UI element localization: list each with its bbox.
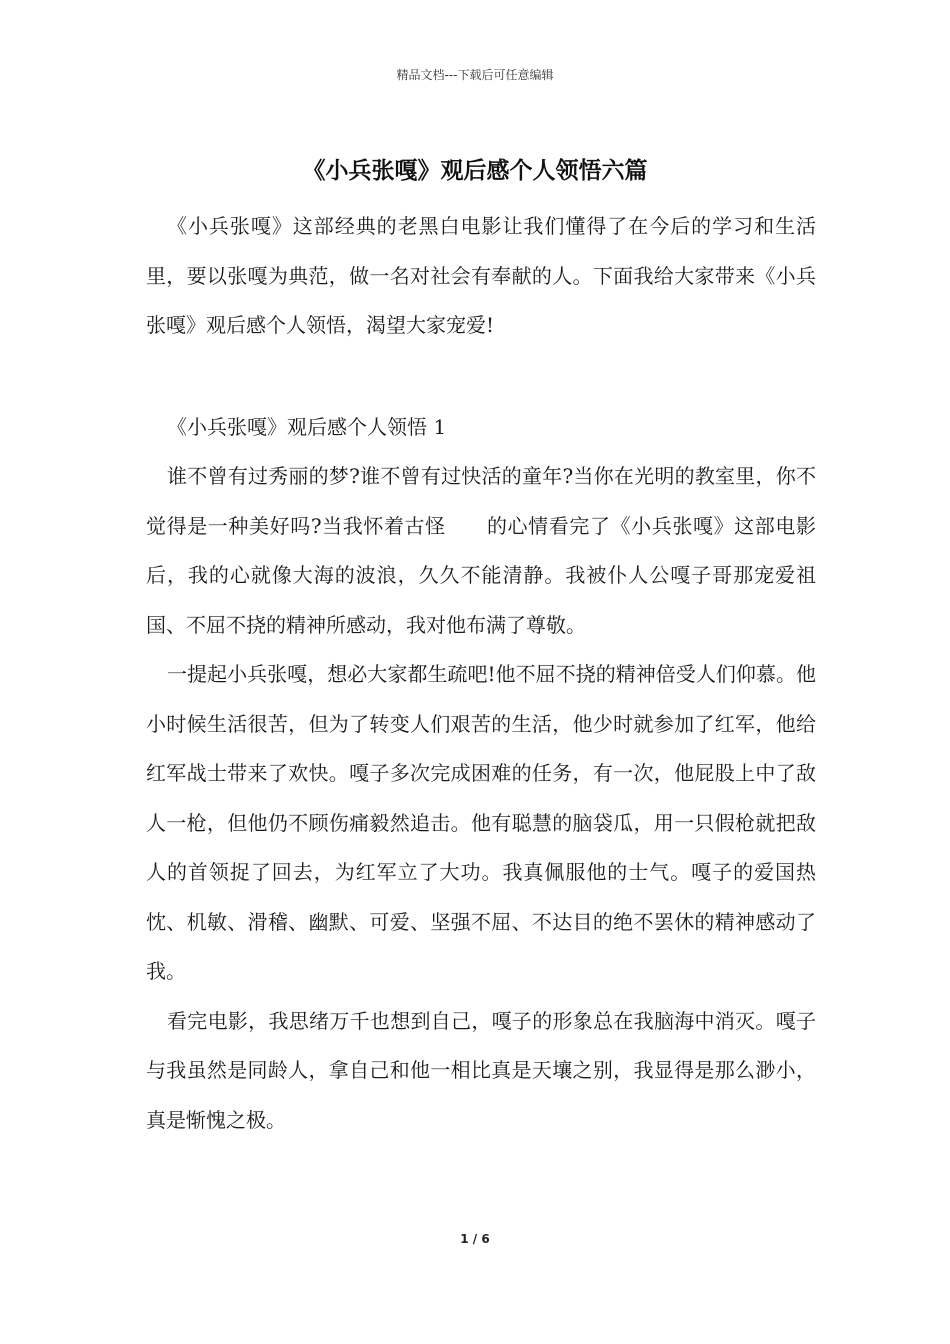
intro-paragraph: 《小兵张嘎》这部经典的老黑白电影让我们懂得了在今后的学习和生活里，要以张嘎为典范，做一名对社会有奉献的人。下面我给大家带来《小兵张嘎》观后感个人领悟，渴望大家宠爱! [146,214,816,337]
body-paragraph: 看完电影，我思绪万千也想到自己，嘎子的形象总在我脑海中消灭。嘎子与我虽然是同龄人，拿自己和他一相比真是天壤之别，我显得是那么渺小，真是惭愧之极。 [146,1008,816,1132]
section-heading: 《小兵张嘎》观后感个人领悟 1 [167,414,447,439]
document-title: 《小兵张嘎》观后感个人领悟六篇 [302,158,648,184]
document-body [146,202,816,1145]
paragraph-spacer [146,351,816,403]
body-paragraph: 谁不曾有过秀丽的梦?谁不曾有过快活的童年?当你在光明的教室里，你不觉得是一种美好吗?当我怀着古怪 的心情看完了《小兵张嘎》这部电影后，我的心就像大海的波浪，久久不能清静。我被仆人公嘎子哥那宠爱祖国、不屈不挠的精神所感动，我对他布满了尊敬。 [146,464,816,637]
body-paragraph: 一提起小兵张嘎，想必大家都生疏吧!他不屈不挠的精神倍受人们仰慕。他小时候生活很苦，但为了转变人们艰苦的生活，他少时就参加了红军，他给红军战士带来了欢快。嘎子多次完成困难的任务，有一次，他屁股上中了敌人一枪，但他仍不顾伤痛毅然追击。他有聪慧的脑袋瓜，用一只假枪就把敌人的首领捉了回去，为红军立了大功。我真佩服他的士气。嘎子的爱国热忱、机敏、滑稽、幽默、可爱、坚强不屈、不达目的绝不罢休的精神感动了我。 [146,662,816,983]
page-number: 1 / 6 [460,1232,490,1246]
page-header: 精品文档---下载后可任意编辑 [396,68,554,82]
